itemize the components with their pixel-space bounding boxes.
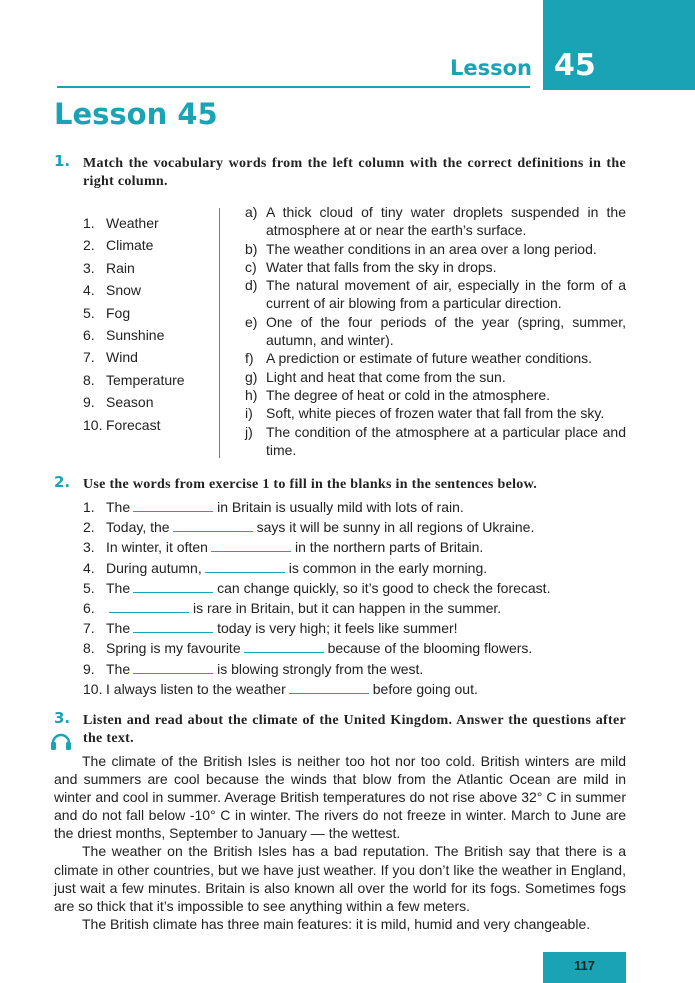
sentence-end: is common in the early morning. [288,559,488,576]
definition-letter: f) [245,350,254,367]
definition-letter: d) [245,277,258,294]
vocabulary-list [83,212,185,436]
definition-item [245,203,626,240]
answer-blank[interactable] [173,519,253,532]
vocab-number: 7. [83,349,95,366]
vocab-word: Weather [106,215,159,231]
vocab-number: 3. [83,259,95,276]
vocab-word: Season [106,394,154,411]
definition-text: The degree of heat or cold in the atmosphere. [266,386,551,403]
sentence-item [83,659,633,679]
answer-blank[interactable] [133,499,213,512]
answer-blank[interactable] [244,640,324,653]
sentence-number: 4. [83,559,95,576]
sentence-end: because of the blooming flowers. [327,640,533,657]
definition-item [245,276,626,313]
sentence-item [83,618,633,638]
reading-paragraph: The weather on the British Isles has a bad reputation. The British say that there is a climate in other countries, but we have just weather. If you don’t like the weather in England, just wait a few minutes. Britain is also known all over the world for its fogs. Sometimes fogs are so thick that it’s impossible to see anything within a few meters. [54,843,626,914]
definition-letter: a) [245,204,258,220]
definition-text: Soft, white pieces of frozen water that fall from the sky. [266,405,605,422]
sentence-end: today is very high; it feels like summer! [217,620,458,637]
vocab-item [83,346,185,368]
sentence-number: 5. [83,579,95,596]
answer-blank[interactable] [289,681,369,694]
definition-item [245,386,626,404]
sentence-start: In winter, it often [106,539,208,556]
definition-item [245,258,626,276]
sentence-item [83,638,633,658]
sentence-start: I always listen to the weather [106,680,286,697]
definitions-list [245,203,626,459]
sentence-end: is rare in Britain, but it can happen in the summer. [193,600,502,617]
sentences-list [83,497,633,699]
definition-item [245,313,626,350]
vocab-item [83,279,185,301]
sentence-number: 3. [83,539,95,556]
answer-blank[interactable] [133,620,213,633]
vocab-word: Sunshine [106,327,165,344]
vocab-word: Snow [106,282,142,299]
sentence-number: 6. [83,600,95,617]
vocab-item [83,234,185,256]
exercise-1-instruction: Match the vocabulary words from the left column with the correct definitions in the right column. [83,156,626,189]
definition-text: A thick cloud of tiny water droplets suspended in the atmosphere at or near the earth’s surface. [266,204,626,239]
sentence-end: says it will be sunny in all regions of Ukraine. [256,519,535,536]
sentence-end: before going out. [372,680,478,697]
sentence-item [83,558,633,578]
page-title [54,97,218,131]
sentence-number: 8. [83,640,95,657]
definition-letter: g) [245,368,258,385]
sentence-end: can change quickly, so it’s good to check the forecast. [217,579,551,596]
answer-blank[interactable] [133,661,213,674]
definition-item [245,404,626,422]
vocab-word: Wind [106,349,138,366]
vocab-item [83,257,185,279]
header-rule [57,86,530,88]
sentence-end: in Britain is usually mild with lots of rain. [217,499,464,515]
vocab-number: 10. [83,416,103,433]
definition-letter: b) [245,240,258,257]
vocab-item [83,391,185,413]
reading-paragraph: The British climate has three main features: it is mild, humid and very changeable. [82,915,591,932]
answer-blank[interactable] [211,539,291,552]
vocab-word: Forecast [106,416,161,433]
vocab-number: 4. [83,282,95,299]
header-lesson-label: Lesson [449,56,532,80]
vocab-number: 6. [83,327,95,344]
sentence-number: 1. [83,499,95,515]
reading-text [54,752,626,933]
sentence-number: 9. [83,660,95,677]
definition-letter: h) [245,386,258,403]
definition-text: Water that falls from the sky in drops. [266,258,497,275]
vocab-item [83,302,185,324]
sentence-start: The [106,620,131,637]
answer-blank[interactable] [109,600,189,613]
sentence-item [83,497,633,517]
exercise-3-instruction: Listen and read about the climate of the United Kingdom. Answer the questions after the text. [83,713,626,746]
vocab-number: 1. [83,215,95,231]
sentence-end: is blowing strongly from the west. [217,660,424,677]
definition-text: Light and heat that come from the sun. [266,368,506,385]
definition-item [245,423,626,460]
vocab-number: 9. [83,394,95,411]
sentence-item [83,517,633,537]
sentence-item [83,598,633,618]
vocab-number: 8. [83,371,95,388]
sentence-start: The [106,499,131,515]
exercise-2-number: 2. [54,473,71,491]
definition-item [245,240,626,258]
sentence-item [83,679,633,699]
sentence-number: 7. [83,620,95,637]
vocab-item [83,324,185,346]
column-divider [219,208,220,458]
sentence-item [83,537,633,557]
vocab-number: 2. [83,237,95,254]
sentence-start: Spring is my favourite [106,640,241,657]
definition-text: One of the four periods of the year (spring, summer, autumn, and winter). [266,313,626,349]
sentence-start: During autumn, [106,559,202,576]
sentence-item [83,578,633,598]
vocab-word: Climate [106,237,154,254]
exercise-1-number: 1. [54,152,71,170]
definition-letter: e) [245,313,258,330]
sentence-start: Today, the [106,519,170,536]
definition-letter: j) [245,423,253,440]
definition-text: The condition of the atmosphere at a particular place and time. [266,423,626,458]
vocab-word: Fog [106,304,131,321]
sentence-start: The [106,660,131,677]
vocab-item [83,369,185,391]
reading-paragraph: The climate of the British Isles is neither too hot nor too cold. British winters are mild and summers are cool because the winds that blow from the Atlantic Ocean are mild in winter and cool in summer. Average British temperatures do not rise above 32° C in summer and do not fall below -10° C in winter. The rivers do not freeze in winter. March to June are the driest months, September to January — the wettest. [54,753,626,842]
definition-item [245,349,626,367]
definition-item [245,368,626,386]
definition-text: The natural movement of air, especially in the form of a current of air blowing from a particular direction. [266,277,626,312]
vocab-word: Temperature [106,371,185,388]
sentence-start: The [106,579,131,596]
vocab-item [83,414,185,436]
exercise-2-instruction: Use the words from exercise 1 to fill in the blanks in the sentences below. [83,477,538,492]
vocab-word: Rain [106,259,135,276]
definition-text: A prediction or estimate of future weather conditions. [266,350,593,367]
definition-letter: i) [245,405,253,422]
sentence-number: 10. [83,680,103,697]
definition-letter: c) [245,258,257,275]
sentence-number: 2. [83,519,95,536]
title-word: Lesson [54,97,168,131]
vocab-number: 5. [83,304,95,321]
answer-blank[interactable] [133,580,213,593]
title-number: 45 [177,97,218,131]
vocab-item [83,212,185,234]
page-number: 117 [574,958,595,973]
exercise-3-number: 3. [54,709,71,727]
definition-text: The weather conditions in an area over a long period. [266,240,597,257]
header-lesson-number: 45 [554,48,596,83]
sentence-end: in the northern parts of Britain. [294,539,484,556]
answer-blank[interactable] [205,560,285,573]
